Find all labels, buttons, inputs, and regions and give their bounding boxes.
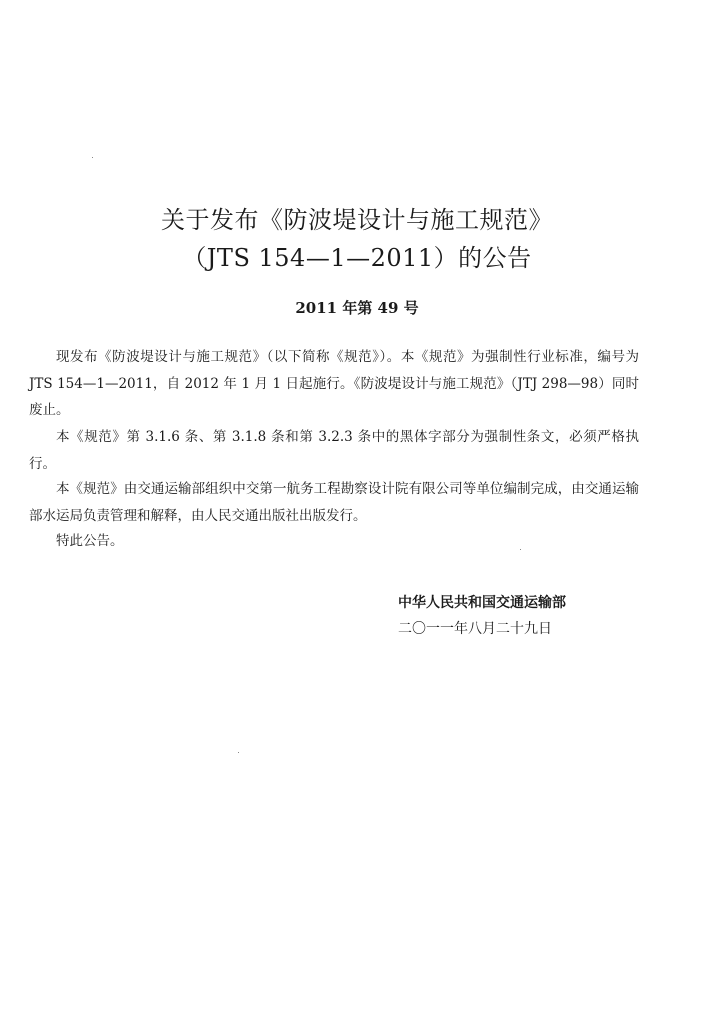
paragraph-compilation: 本《规范》由交通运输部组织中交第一航务工程勘察设计院有限公司等单位编制完成，由交通运输部水运局负责管理和解释，由人民交通出版社出版发行。 <box>29 481 639 524</box>
issue-number: 2011 年第 49 号 <box>295 299 419 317</box>
scan-speck <box>238 752 239 753</box>
issue-date: 二〇一一年八月二十九日 <box>398 621 552 637</box>
announcement-title-line2: （JTS 154—1—2011）的公告 <box>182 244 532 272</box>
issuer-name: 中华人民共和国交通运输部 <box>398 595 566 611</box>
scan-speck <box>92 157 93 158</box>
paragraph-closing: 特此公告。 <box>56 533 124 549</box>
announcement-title-line1: 关于发布《防波堤设计与施工规范》 <box>161 206 553 234</box>
paragraph-release: 现发布《防波堤设计与施工规范》（以下简称《规范》）。本《规范》为强制性行业标准，编号为 JTS 154—1—2011，自 2012 年 1 月 1 日起施行。《防波堤设计与施工规范》（JTJ 298—98）同时废止。 <box>29 349 639 418</box>
scan-speck <box>520 549 521 550</box>
paragraph-mandatory-clauses: 本《规范》第 3.1.6 条、第 3.1.8 条和第 3.2.3 条中的黑体字部分为强制性条文，必须严格执行。 <box>29 429 639 472</box>
